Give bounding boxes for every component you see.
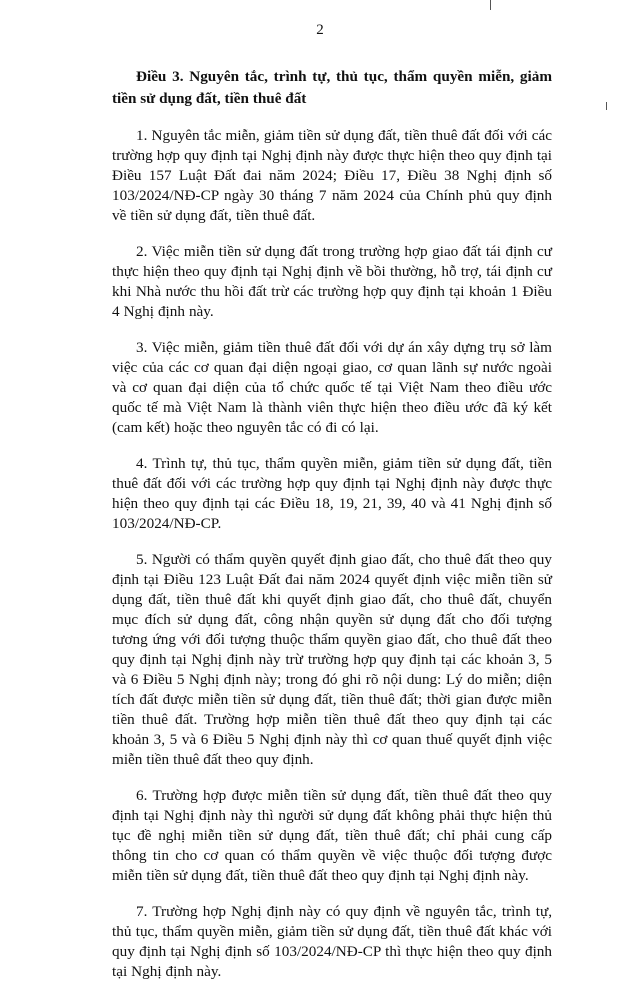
clause-3: 3. Việc miễn, giảm tiền thuê đất đối với dự án xây dựng trụ sở làm việc của các cơ quan đại diện ngoại giao, cơ quan lãnh sự nước ngoài và cơ quan đại diện của tổ chức quốc tế tại Việt Nam theo điều ước quốc tế mà Việt Nam là thành viên thực hiện theo điều ước đã ký kết (cam kết) hoặc theo nguyên tắc có đi có lại.: [112, 339, 552, 436]
article-3: [112, 66, 552, 998]
clause-7: 7. Trường hợp Nghị định này có quy định về nguyên tắc, trình tự, thủ tục, thẩm quyền miễn, giảm tiền sử dụng đất, tiền thuê đất khác với quy định tại Nghị định số 103/2024/NĐ-CP thì thực hiện theo quy định tại Nghị định này.: [112, 903, 552, 980]
clause-2: 2. Việc miễn tiền sử dụng đất trong trường hợp giao đất tái định cư thực hiện theo quy định tại Nghị định về bồi thường, hỗ trợ, tái định cư khi Nhà nước thu hồi đất trừ các trường hợp quy định tại khoản 1 Điều 4 Nghị định này.: [112, 243, 552, 320]
scan-mark: [490, 0, 491, 10]
clause-1: 1. Nguyên tắc miễn, giảm tiền sử dụng đất, tiền thuê đất đối với các trường hợp quy định tại Nghị định này được thực hiện theo quy định tại Điều 157 Luật Đất đai năm 2024; Điều 17, Điều 38 Nghị định số 103/2024/NĐ-CP ngày 30 tháng 7 năm 2024 của Chính phủ quy định về tiền sử dụng đất, tiền thuê đất.: [112, 127, 552, 224]
page-number: 2: [316, 22, 324, 38]
scan-mark: [606, 102, 607, 110]
clause-4: 4. Trình tự, thủ tục, thẩm quyền miễn, giảm tiền sử dụng đất, tiền thuê đất đối với các trường hợp quy định tại Nghị định này được thực hiện theo quy định tại các Điều 18, 19, 21, 39, 40 và 41 Nghị định số 103/2024/NĐ-CP.: [112, 455, 552, 532]
clause-5: 5. Người có thẩm quyền quyết định giao đất, cho thuê đất theo quy định tại Điều 123 Luật Đất đai năm 2024 quyết định việc miễn tiền sử dụng đất, tiền thuê đất khi quyết định giao đất, cho thuê đất, chuyển mục đích sử dụng đất, công nhận quyền sử dụng đất cho đối tượng tương ứng với đối tượng thuộc thẩm quyền giao đất, cho thuê đất theo quy định tại Nghị định này trừ trường hợp quy định tại các khoản 3, 5 và 6 Điều 5 Nghị định này; trong đó ghi rõ nội dung: Lý do miễn; diện tích đất được miễn tiền sử dụng đất, tiền thuê đất; thời gian được miễn tiền thuê đất. Trường hợp miễn tiền thuê đất theo quy định tại các khoản 3, 5 và 6 Điều 5 Nghị định này thì cơ quan thuế quyết định việc miễn tiền thuê đất theo quy định.: [112, 551, 552, 768]
article-heading: Điều 3. Nguyên tắc, trình tự, thủ tục, thẩm quyền miễn, giảm tiền sử dụng đất, tiền thuê đất: [112, 68, 552, 107]
clause-6: 6. Trường hợp được miễn tiền sử dụng đất, tiền thuê đất theo quy định tại Nghị định này thì người sử dụng đất không phải thực hiện thủ tục đề nghị miễn tiền sử dụng đất, tiền thuê đất; chỉ phải cung cấp thông tin cho cơ quan có thẩm quyền về việc thuộc đối tượng được miễn tiền sử dụng đất, tiền thuê đất theo quy định tại Nghị định này.: [112, 787, 552, 884]
